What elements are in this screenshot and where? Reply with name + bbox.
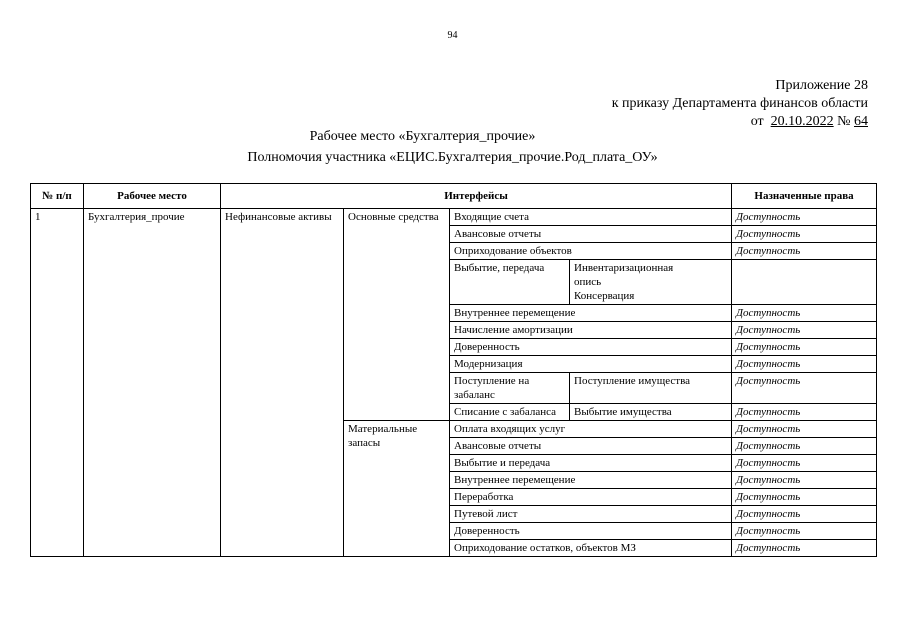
page-number: 94: [447, 30, 458, 41]
interface-name: Оплата входящих услуг: [450, 421, 732, 438]
category-cell: Нефинансовые активы: [221, 209, 344, 557]
sub-interface-name: Поступление имущества: [570, 373, 732, 404]
interface-name: Входящие счета: [450, 209, 732, 226]
row-number: 1: [31, 209, 84, 557]
assigned-right: Доступность: [732, 226, 877, 243]
appendix-title: Приложение 28: [775, 78, 868, 93]
workplace-title: Рабочее место «Бухгалтерия_прочие»: [309, 129, 536, 144]
authority-title: Полномочия участника «ЕЦИС.Бухгалтерия_прочие.Род_плата_ОУ»: [247, 150, 658, 165]
header-rights: Назначенные права: [732, 184, 877, 209]
interface-name: Доверенность: [450, 339, 732, 356]
assigned-right: Доступность: [732, 243, 877, 260]
interface-name: Выбытие, передача: [450, 260, 570, 305]
group-name: Материальные запасы: [344, 421, 450, 557]
order-number: 64: [854, 114, 868, 129]
assigned-right: Доступность: [732, 339, 877, 356]
interface-name: Модернизация: [450, 356, 732, 373]
assigned-right: Доступность: [732, 322, 877, 339]
interface-name: Начисление амортизации: [450, 322, 732, 339]
table-row: [31, 209, 877, 226]
assigned-right: Доступность: [732, 489, 877, 506]
date-prefix: от: [750, 114, 764, 129]
sub-interface-line: Консервация: [574, 290, 635, 302]
interface-name: Поступление на забаланс: [450, 373, 570, 404]
assigned-right: Доступность: [732, 472, 877, 489]
appendix-order: к приказу Департамента финансов области: [611, 96, 868, 111]
assigned-right: Доступность: [732, 506, 877, 523]
header-num: № п/п: [31, 184, 84, 209]
header-workplace: Рабочее место: [84, 184, 221, 209]
assigned-right: Доступность: [732, 455, 877, 472]
assigned-right: Доступность: [732, 438, 877, 455]
interface-name: Оприходование остатков, объектов МЗ: [450, 540, 732, 557]
assigned-right: [732, 260, 877, 305]
table-header-row: [31, 184, 877, 209]
rights-table: [30, 183, 877, 557]
interface-name: Списание с забаланса: [450, 404, 570, 421]
assigned-right: Доступность: [732, 404, 877, 421]
interface-name: Переработка: [450, 489, 732, 506]
assigned-right: Доступность: [732, 356, 877, 373]
sub-interface-name: Выбытие имущества: [570, 404, 732, 421]
sub-interface-line: опись: [574, 276, 602, 288]
header-interfaces: Интерфейсы: [221, 184, 732, 209]
assigned-right: Доступность: [732, 209, 877, 226]
assigned-right: Доступность: [732, 540, 877, 557]
interface-name: Внутреннее перемещение: [450, 305, 732, 322]
assigned-right: Доступность: [732, 305, 877, 322]
interface-name: Внутреннее перемещение: [450, 472, 732, 489]
order-date: 20.10.2022: [770, 114, 834, 129]
assigned-right: Доступность: [732, 421, 877, 438]
sub-interface-line: Инвентаризационная: [574, 262, 674, 274]
sub-interface-name: [570, 260, 732, 305]
interface-name: Выбытие и передача: [450, 455, 732, 472]
interface-name: Оприходование объектов: [450, 243, 732, 260]
interface-name: Доверенность: [450, 523, 732, 540]
number-sign: №: [837, 114, 851, 129]
interface-name: Путевой лист: [450, 506, 732, 523]
interface-name: Авансовые отчеты: [450, 438, 732, 455]
interface-name: Авансовые отчеты: [450, 226, 732, 243]
group-name: Основные средства: [344, 209, 450, 421]
row-workplace: Бухгалтерия_прочие: [84, 209, 221, 557]
appendix-date-line: [751, 113, 868, 130]
assigned-right: Доступность: [732, 373, 877, 404]
assigned-right: Доступность: [732, 523, 877, 540]
